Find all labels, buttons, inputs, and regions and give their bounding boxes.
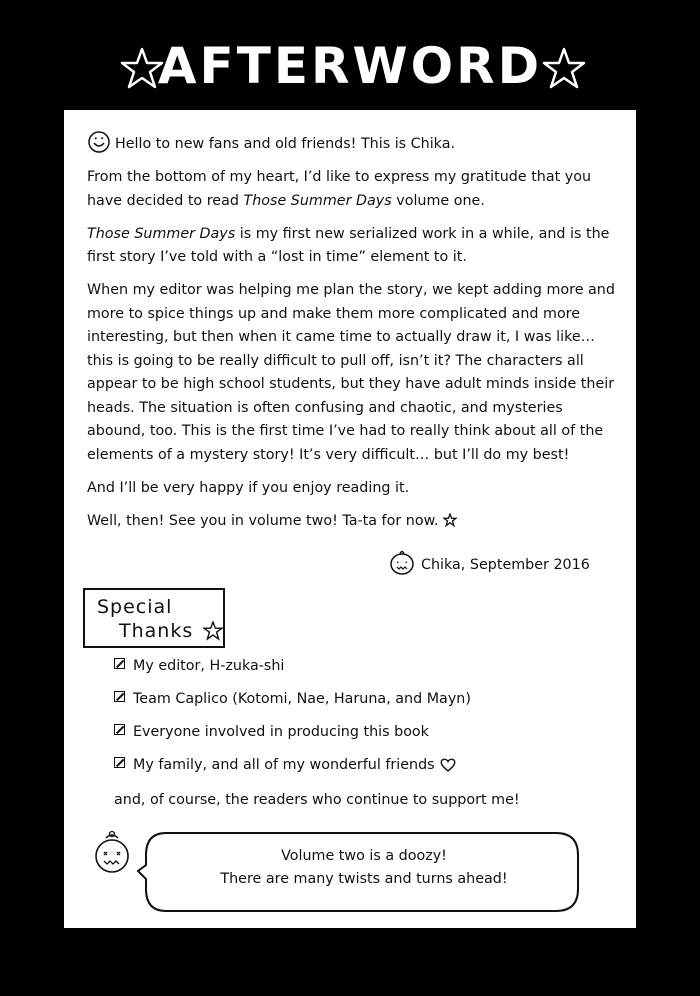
list-item [114,689,594,722]
gratitude-text: From the bottom of my heart, I’d like to express my gratitude that you have decided to read [87,169,592,209]
mascot-face-icon [92,828,132,876]
book-title: Those Summer Days [87,225,236,242]
bubble-line-2: There are many twists and turns ahead! [220,871,508,887]
list-item-text: Team Caplico (Kotomi, Nae, Haruna, and Mayn) [133,691,471,707]
list-item-text: My family, and all of my wonderful friends [133,757,435,773]
checkbox-icon [114,658,125,669]
special-thanks-heading [83,588,225,648]
list-item [114,755,594,788]
star-small-icon [443,513,457,527]
star-small-icon [203,621,223,641]
farewell-text: Well, then! See you in volume two! Ta-ta for now. [87,512,439,529]
checkbox-icon [114,724,125,735]
star-icon [120,46,164,90]
afterword-panel [64,110,636,928]
bubble-line-1: Volume two is a doozy! [281,848,447,864]
pumpkin-face-icon [389,548,415,576]
special-thanks-line2: Thanks [119,620,194,642]
greeting-text: Hello to new fans and old friends! This is Chika. [115,136,456,152]
bubble-text [214,845,514,891]
greeting-paragraph [87,130,617,157]
book-title: Those Summer Days [243,192,392,209]
special-thanks-line1: Special [97,596,173,618]
star-icon [542,46,586,90]
gratitude-text-end: volume one. [391,192,485,209]
smiley-icon [87,130,111,154]
gratitude-paragraph [87,166,617,213]
signature-text: Chika, September 2016 [421,557,590,573]
closing-line: and, of course, the readers who continue to support me! [114,792,520,808]
enjoy-paragraph: And I’ll be very happy if you enjoy reading it. [87,479,410,496]
heart-icon [440,758,456,772]
page-title: AFTERWORD [157,37,543,95]
checkbox-icon [114,691,125,702]
thanks-list [114,656,594,788]
story-paragraph: When my editor was helping me plan the story, we kept adding more and more to spice things up and make them more complicated and more interesting, but then when it came time to actually draw it, I was like… this is going to be really difficult to pull off, isn’t it? The characters all appear to be high school students, but they have adult minds inside their heads. The situation is often confusing and chaotic, and mysteries abound, too. This is the first time I’ve had to really think about all of the elements of a mystery story! It’s very difficult… but I’ll do my best! [87,282,615,463]
letter-body [87,130,617,543]
checkbox-icon [114,757,125,768]
list-item [114,656,594,689]
signature [389,548,590,578]
list-item-text: My editor, H-zuka-shi [133,658,285,674]
list-item [114,722,594,755]
serialized-text: is my first new serialized work in a while, and is the first story I’ve told with a “lost in time” element to it. [87,225,610,265]
serialized-paragraph [87,223,617,270]
list-item-text: Everyone involved in producing this book [133,724,429,740]
farewell-paragraph [87,510,617,534]
